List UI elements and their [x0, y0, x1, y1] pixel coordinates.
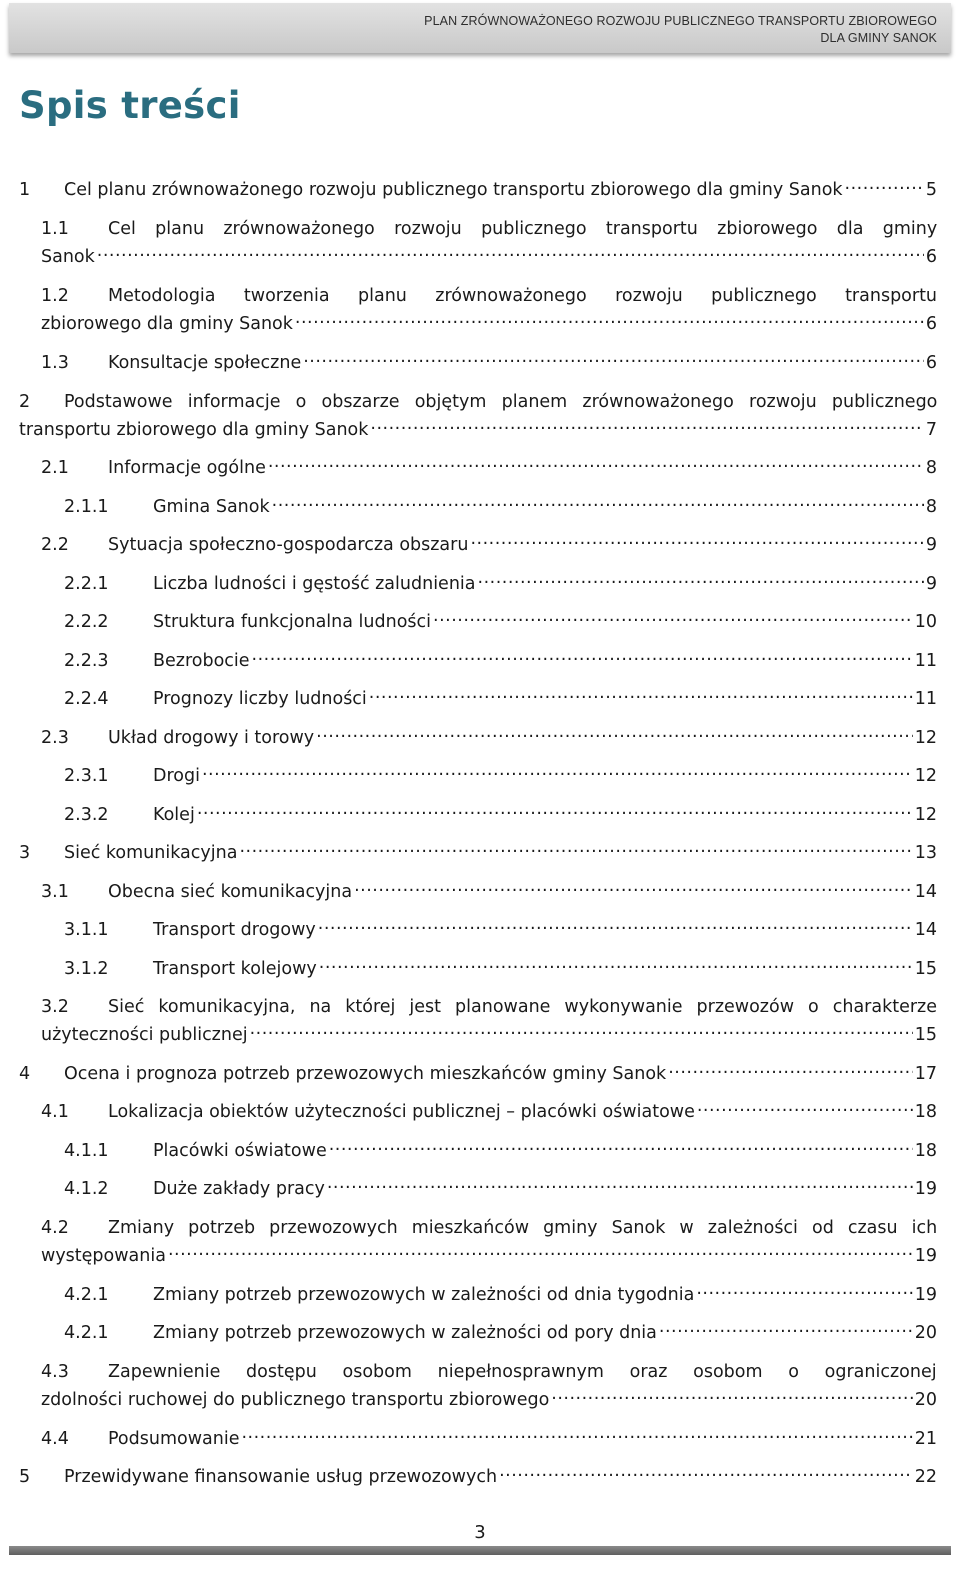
toc-entry-number: 3.2 — [41, 997, 69, 1017]
toc-entry-title: Sytuacja społeczno-gospodarcza obszaru — [108, 535, 469, 555]
toc-entry-number: 2.1.1 — [64, 497, 109, 517]
toc-entry-number: 4.2 — [41, 1218, 69, 1238]
toc-entry-page: 12 — [914, 805, 937, 825]
toc-entry-page: 9 — [925, 535, 937, 555]
toc-entry-page: 5 — [925, 180, 937, 200]
running-header — [9, 3, 951, 53]
toc-entry-page: 19 — [914, 1246, 937, 1266]
toc-entry-title: Zmiany potrzeb przewozowych w zależności od pory dnia — [153, 1323, 657, 1343]
dot-leader — [433, 610, 913, 628]
toc-entry-number: 2.2.1 — [64, 574, 109, 594]
toc-entry[interactable] — [19, 724, 937, 752]
toc-entry-title: Układ drogowy i torowy — [108, 728, 315, 748]
toc-entry-title: Bezrobocie — [153, 651, 250, 671]
dot-leader — [369, 687, 913, 705]
running-header-text — [424, 13, 937, 47]
toc-entry-title: Lokalizacja obiektów użyteczności publicznej – placówki oświatowe — [108, 1102, 695, 1122]
toc-entry[interactable] — [19, 282, 937, 338]
dot-leader — [327, 1177, 913, 1195]
dot-leader — [295, 312, 924, 330]
toc-entry-number: 3.1.2 — [64, 959, 109, 979]
toc-entry-page: 10 — [914, 612, 937, 632]
toc-entry[interactable] — [19, 647, 937, 675]
toc-entry[interactable] — [19, 993, 937, 1049]
dot-leader — [499, 1465, 913, 1483]
toc-entry-title-continuation: występowania — [41, 1246, 166, 1266]
toc-entry-title: Transport drogowy — [153, 920, 316, 940]
toc-entry[interactable] — [19, 1319, 937, 1347]
toc-entry-title: Zmiany potrzeb przewozowych w zależności od dnia tygodnia — [153, 1285, 695, 1305]
dot-leader — [239, 841, 912, 859]
toc-entry[interactable] — [19, 493, 937, 521]
dot-leader — [97, 245, 924, 263]
dot-leader — [659, 1321, 913, 1339]
toc-entry-number: 4.1.1 — [64, 1141, 109, 1161]
dot-leader — [268, 456, 924, 474]
dot-leader — [478, 572, 924, 590]
toc-entry-number: 2.1 — [41, 458, 69, 478]
dot-leader — [303, 351, 924, 369]
dot-leader — [354, 880, 913, 898]
toc-entry[interactable] — [19, 1137, 937, 1165]
toc-entry-title: Zapewnienie dostępu osobom niepełnosprawnym oraz osobom o ograniczonej — [108, 1362, 937, 1382]
dot-leader — [551, 1388, 912, 1406]
toc-entry-title-continuation: transportu zbiorowego dla gminy Sanok — [19, 420, 369, 440]
toc-entry-number: 3 — [19, 843, 31, 863]
toc-entry-title: Liczba ludności i gęstość zaludnienia — [153, 574, 476, 594]
toc-entry-page: 19 — [914, 1285, 937, 1305]
footer-band — [9, 1546, 951, 1555]
toc-entry-page: 12 — [914, 728, 937, 748]
toc-entry[interactable] — [19, 1463, 937, 1491]
toc-entry-number: 2.3 — [41, 728, 69, 748]
toc-entry-page: 11 — [914, 651, 937, 671]
toc-entry-title: Gmina Sanok — [153, 497, 270, 517]
toc-entry-title: Obecna sieć komunikacyjna — [108, 882, 353, 902]
toc-entry[interactable] — [19, 215, 937, 271]
dot-leader — [197, 803, 913, 821]
toc-entry[interactable] — [19, 349, 937, 377]
toc-entry-number: 2.3.1 — [64, 766, 109, 786]
toc-entry-page: 21 — [914, 1429, 937, 1449]
toc-entry-number: 4.1 — [41, 1102, 69, 1122]
toc-entry-title-continuation: Sanok — [41, 247, 95, 267]
toc-entry[interactable] — [19, 1098, 937, 1126]
toc-entry-title-continuation: użyteczności publicznej — [41, 1025, 248, 1045]
toc-entry-title: Metodologia tworzenia planu zrównoważonego rozwoju publicznego transportu — [108, 286, 938, 306]
toc-entry-page: 8 — [925, 458, 937, 478]
toc-entry-page: 11 — [914, 689, 937, 709]
toc-entry-number: 4.3 — [41, 1362, 69, 1382]
toc-entry[interactable] — [19, 955, 937, 983]
toc-entry-number: 4.2.1 — [64, 1285, 109, 1305]
toc-entry-page: 18 — [914, 1141, 937, 1161]
toc-entry[interactable] — [19, 608, 937, 636]
toc-entry[interactable] — [19, 531, 937, 559]
toc-entry-page: 14 — [914, 882, 937, 902]
toc-entry-title: Cel planu zrównoważonego rozwoju publicznego transportu zbiorowego dla gminy Sanok — [64, 180, 843, 200]
toc-entry[interactable] — [19, 878, 937, 906]
toc-entry-number: 2.2.3 — [64, 651, 109, 671]
header-line-2: DLA GMINY SANOK — [820, 31, 937, 45]
toc-entry-title-continuation: zbiorowego dla gminy Sanok — [41, 314, 293, 334]
dot-leader — [696, 1283, 912, 1301]
toc-entry-page: 18 — [914, 1102, 937, 1122]
toc-entry-title: Transport kolejowy — [153, 959, 317, 979]
toc-entry-number: 5 — [19, 1467, 31, 1487]
toc-entry[interactable] — [19, 839, 937, 867]
toc-entry-title: Cel planu zrównoważonego rozwoju publicznego transportu zbiorowego dla gminy — [108, 219, 938, 239]
dot-leader — [370, 418, 923, 436]
toc-entry-number: 2 — [19, 392, 31, 412]
toc-entry-number: 2.2 — [41, 535, 69, 555]
toc-entry[interactable] — [19, 916, 937, 944]
toc-entry-page: 20 — [914, 1323, 937, 1343]
toc-entry-title: Informacje ogólne — [108, 458, 266, 478]
toc-entry-page: 22 — [914, 1467, 937, 1487]
toc-entry-title: Ocena i prognoza potrzeb przewozowych mieszkańców gminy Sanok — [64, 1064, 667, 1084]
toc-entry[interactable] — [19, 762, 937, 790]
toc-entry-title: Prognozy liczby ludności — [153, 689, 367, 709]
toc-entry-number: 2.2.4 — [64, 689, 109, 709]
toc-entry[interactable] — [19, 1358, 937, 1414]
dot-leader — [845, 178, 924, 196]
dot-leader — [272, 495, 924, 513]
dot-leader — [470, 533, 923, 551]
dot-leader — [316, 726, 913, 744]
dot-leader — [241, 1427, 912, 1445]
toc-entry-page: 15 — [914, 959, 937, 979]
toc-entry-page: 6 — [925, 247, 937, 267]
toc-entry-page: 6 — [925, 353, 937, 373]
toc-entry-number: 1.2 — [41, 286, 69, 306]
toc-entry-page: 20 — [914, 1390, 937, 1410]
toc-entry-page: 19 — [914, 1179, 937, 1199]
toc-entry[interactable] — [19, 454, 937, 482]
toc-entry-title: Przewidywane finansowanie usług przewozowych — [64, 1467, 498, 1487]
toc-entry-title: Struktura funkcjonalna ludności — [153, 612, 432, 632]
dot-leader — [252, 649, 913, 667]
toc-entry-title: Kolej — [153, 805, 195, 825]
dot-leader — [202, 764, 913, 782]
dot-leader — [668, 1062, 913, 1080]
toc-entry[interactable] — [19, 685, 937, 713]
toc-entry[interactable] — [19, 388, 937, 444]
toc-entry-title: Drogi — [153, 766, 200, 786]
toc-entry-page: 6 — [925, 314, 937, 334]
toc-entry-title: Duże zakłady pracy — [153, 1179, 325, 1199]
toc-entry[interactable] — [19, 176, 937, 204]
toc-entry-number: 3.1.1 — [64, 920, 109, 940]
toc-entry-title-continuation: zdolności ruchowej do publicznego transportu zbiorowego — [41, 1390, 550, 1410]
toc-entry[interactable] — [19, 1281, 937, 1309]
toc-entry-title: Placówki oświatowe — [153, 1141, 327, 1161]
dot-leader — [318, 918, 913, 936]
toc-entry-number: 1 — [19, 180, 31, 200]
toc-entry-title: Sieć komunikacyjna — [64, 843, 238, 863]
toc-entry-page: 14 — [914, 920, 937, 940]
toc-entry-page: 9 — [925, 574, 937, 594]
toc-entry-number: 2.2.2 — [64, 612, 109, 632]
toc-entry[interactable] — [19, 1060, 937, 1088]
toc-entry-number: 3.1 — [41, 882, 69, 902]
dot-leader — [168, 1244, 913, 1262]
toc-entry[interactable] — [19, 801, 937, 829]
toc-entry-number: 1.3 — [41, 353, 69, 373]
toc-entry-number: 4.2.1 — [64, 1323, 109, 1343]
toc-entry-number: 4.4 — [41, 1429, 69, 1449]
dot-leader — [329, 1139, 913, 1157]
toc-entry-number: 1.1 — [41, 219, 69, 239]
dot-leader — [250, 1023, 913, 1041]
toc-entry-page: 7 — [925, 420, 937, 440]
toc-entry[interactable] — [19, 1214, 937, 1270]
dot-leader — [319, 957, 913, 975]
toc-entry-title: Konsultacje społeczne — [108, 353, 302, 373]
toc-entry-title: Sieć komunikacyjna, na której jest planowane wykonywanie przewozów o charakterze — [108, 997, 937, 1017]
toc-title: Spis treści — [19, 84, 241, 127]
toc-entry-page: 13 — [914, 843, 937, 863]
toc-entry-page: 12 — [914, 766, 937, 786]
toc-entry-number: 4.1.2 — [64, 1179, 109, 1199]
dot-leader — [697, 1100, 913, 1118]
page-number: 3 — [474, 1522, 486, 1543]
toc-entry-title: Podstawowe informacje o obszarze objętym planem zrównoważonego rozwoju publicznego — [64, 392, 938, 412]
toc-entry[interactable] — [19, 1175, 937, 1203]
toc-entry[interactable] — [19, 570, 937, 598]
toc-entry-title: Podsumowanie — [108, 1429, 240, 1449]
toc-entry-title: Zmiany potrzeb przewozowych mieszkańców gminy Sanok w zależności od czasu ich — [108, 1218, 938, 1238]
toc-entry-page: 8 — [925, 497, 937, 517]
toc-entry-number: 4 — [19, 1064, 31, 1084]
toc-entry-page: 17 — [914, 1064, 937, 1084]
header-line-1: PLAN ZRÓWNOWAŻONEGO ROZWOJU PUBLICZNEGO TRANSPORTU ZBIOROWEGO — [424, 14, 937, 28]
toc-entry-page: 15 — [914, 1025, 937, 1045]
toc-entry-number: 2.3.2 — [64, 805, 109, 825]
toc-entry[interactable] — [19, 1425, 937, 1453]
